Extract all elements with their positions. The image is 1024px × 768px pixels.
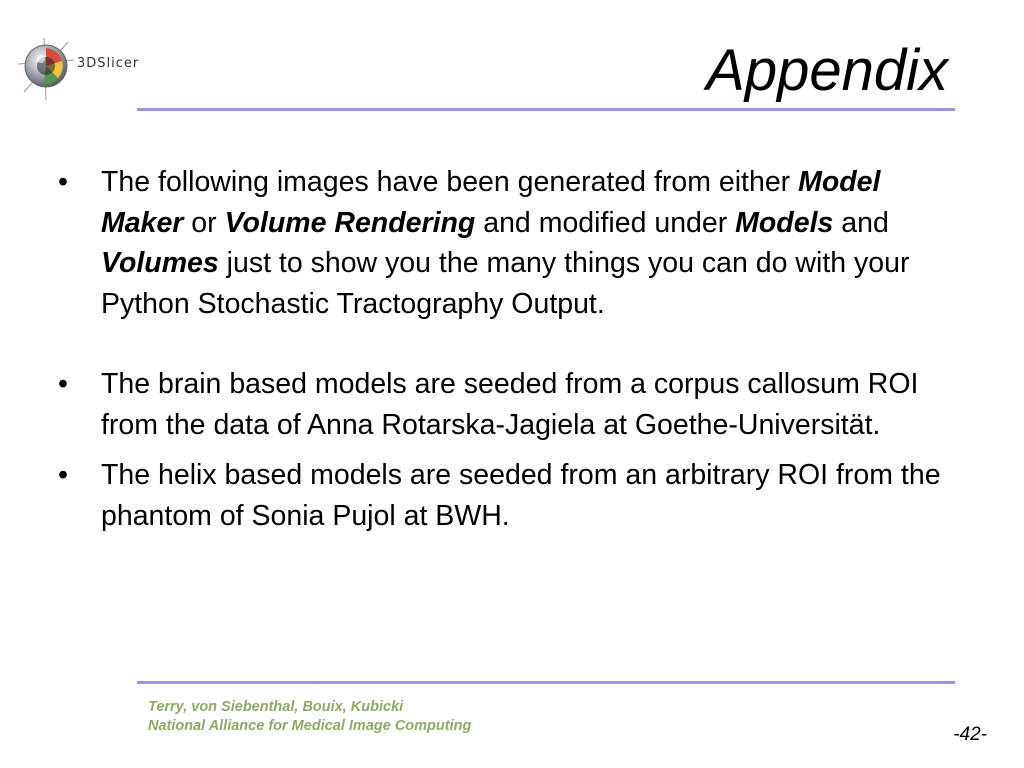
- volumes-term: Volumes: [101, 247, 219, 279]
- title-divider: [137, 108, 955, 111]
- bullet-dot: •: [58, 166, 68, 198]
- bullet-text: The following images have been generated from either: [101, 166, 799, 198]
- bullet-list: [58, 162, 958, 536]
- bullet-dot: •: [58, 368, 68, 400]
- bullet-item: [58, 455, 958, 536]
- slide-title: Appendix: [706, 38, 948, 103]
- footer-organization: National Alliance for Medical Image Computing: [148, 718, 472, 734]
- bullet-text: The brain based models are seeded from a corpus callosum ROI from the data of Anna Rotarska-Jagiela at Goethe-Universität.: [101, 368, 919, 441]
- bullet-item: [58, 364, 958, 445]
- model-maker-term: Model Maker: [101, 166, 881, 239]
- slicer-logo: [14, 34, 144, 104]
- bullet-item: [58, 162, 958, 324]
- bullet-text: The helix based models are seeded from an arbitrary ROI from the phantom of Sonia Pujol at BWH.: [101, 459, 941, 532]
- models-term: Models: [735, 206, 834, 239]
- footer-divider: [137, 681, 955, 684]
- bullet-text: and: [833, 206, 889, 239]
- footer-authors: Terry, von Siebenthal, Bouix, Kubicki: [148, 699, 404, 715]
- bullet-dot: •: [58, 459, 68, 491]
- bullet-text: or: [183, 206, 225, 239]
- page-number: -42-: [953, 724, 987, 745]
- logo-text: 3DSlicer: [77, 56, 140, 71]
- 3dslicer-logo-icon: [14, 34, 78, 104]
- bullet-text: just to show you the many things you can do with your Python Stochastic Tractography Output.: [101, 247, 910, 320]
- volume-rendering-term: Volume Rendering: [224, 206, 476, 239]
- bullet-text: and modified under: [475, 206, 736, 239]
